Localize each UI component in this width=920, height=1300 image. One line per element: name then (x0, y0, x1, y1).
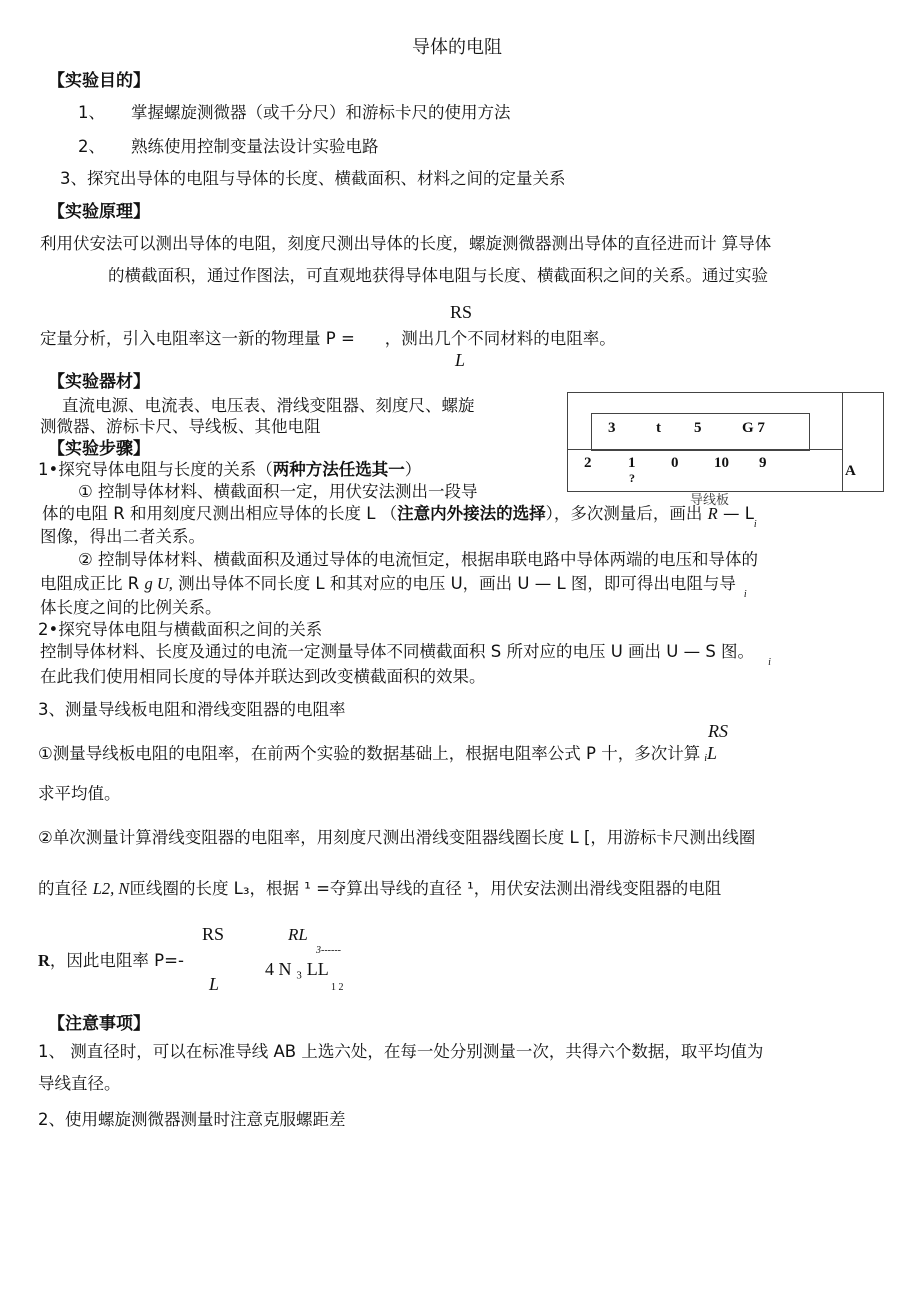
principle-line-3: 定量分析，引入电阻率这一新的物理量 P = ，测出几个不同材料的电阻率。 (40, 329, 616, 348)
principle-line-1: 利用伏安法可以测出导体的电阻，刻度尺测出导体的长度，螺旋测微器测出导体的直径进而计 算导体 (40, 234, 772, 253)
principle-heading: 【实验原理】 (48, 202, 150, 222)
diagram-label: 3 (608, 420, 616, 436)
diagram-label: A (845, 463, 856, 479)
principle-frac-den: L (455, 350, 466, 370)
equipment-line-1: 直流电源、电流表、电压表、滑线变阻器、刻度尺、螺旋 (62, 396, 475, 415)
step-1-method-1-cont: 体的电阻 R 和用刻度尺测出相应导体的长度 L （注意内外接法的选择），多次测量后，画出 R — $L_i$ (42, 504, 757, 530)
equipment-line-2: 测微器、游标卡尺、导线板、其他电阻 (40, 417, 321, 436)
step-1-method-1-end: 图像，得出二者关系。 (40, 527, 205, 546)
steps-heading: 【实验步骤】 (48, 439, 150, 459)
diagram-label: 10 (714, 455, 729, 471)
formula-l: L (209, 974, 220, 994)
purpose-item-1 (78, 103, 511, 123)
doc-title: 导体的电阻 (412, 37, 502, 58)
step-1-method-2: ② 控制导体材料、横截面积及通过导体的电流恒定，根据串联电路中导体两端的电压和导体的 (78, 550, 759, 569)
purpose-item-text: 掌握螺旋测微器（或千分尺）和游标卡尺的使用方法 (131, 103, 511, 122)
step-1-method-2-end: 体长度之间的比例关系。 (40, 598, 222, 617)
formula-denominator: 4 N ₃ LL (265, 959, 329, 979)
diagram-label: 0 (671, 455, 679, 471)
purpose-item-3 (60, 169, 566, 189)
step-2-text-2: 在此我们使用相同长度的导体并联达到改变横截面积的效果。 (40, 667, 486, 686)
formula-sub: 1 2 (331, 982, 344, 993)
note-2: 2、使用螺旋测微器测量时注意克服螺距差 (38, 1110, 346, 1129)
purpose-item-2 (78, 137, 379, 157)
step-2-title: 2•探究导体电阻与横截面积之间的关系 (38, 620, 323, 639)
purpose-item-text: 探究出导体的电阻与导体的长度、横截面积、材料之间的定量关系 (87, 169, 566, 188)
formula-rl: RL (288, 925, 308, 944)
step-1-method-1: ① 控制导体材料、横截面积一定，用伏安法测出一段导 (78, 482, 478, 501)
notes-heading: 【注意事项】 (48, 1014, 150, 1034)
diagram-label: t (656, 420, 661, 436)
step-3-item-1-end: 求平均值。 (38, 784, 121, 803)
step-1-title: 1•探究导体电阻与长度的关系（两种方法任选其一） (38, 460, 422, 479)
principle-frac-num: RS (450, 302, 473, 322)
formula-line: R，因此电阻率 P=- (38, 951, 184, 970)
diagram-label: G 7 (742, 420, 765, 436)
diagram-label: 1 (628, 455, 636, 471)
step-3-frac-num: RS (708, 721, 728, 741)
divider (842, 393, 843, 491)
principle-line-2: 的横截面积，通过作图法，可直观地获得导体电阻与长度、横截面积之间的关系。通过实验 (108, 266, 768, 285)
diagram-label: 2 (584, 455, 592, 471)
divider (568, 449, 842, 450)
step-3-item-1: ①测量导线板电阻的电阻率，在前两个实验的数据基础上，根据电阻率公式 P 十，多次计算 iL (38, 743, 718, 764)
note-1: 1、 测直径时，可以在标准导线 AB 上选六处，在每一处分别测量一次，共得六个数据，取平均值为 (38, 1042, 764, 1061)
diagram-label: ? (629, 471, 635, 485)
purpose-item-num: 1、 (78, 103, 105, 122)
formula-sup: 3------ (316, 945, 341, 956)
note-1-end: 导线直径。 (38, 1074, 121, 1093)
purpose-item-num: 3、 (60, 169, 87, 188)
diagram-label: 9 (759, 455, 767, 471)
diagram-caption: 导线板 (690, 493, 730, 508)
step-3-item-2-cont: 的直径 L2, N匝线圈的长度 L₃，根据 ¹ =夺算出导线的直径 ¹，用伏安法测出滑线变阻器的电阻 (38, 879, 722, 898)
step-3-item-2: ②单次测量计算滑线变阻器的电阻率，用刻度尺测出滑线变阻器线圈长度 L [，用游标卡尺测出线圈 (38, 828, 756, 847)
equipment-heading: 【实验器材】 (48, 372, 150, 392)
purpose-item-text: 熟练使用控制变量法设计实验电路 (131, 137, 379, 156)
purpose-item-num: 2、 (78, 137, 105, 156)
step-3-title: 3、测量导线板电阻和滑线变阻器的电阻率 (38, 700, 346, 719)
purpose-heading: 【实验目的】 (48, 71, 150, 91)
diagram-label: 5 (694, 420, 702, 436)
wire-board-diagram (567, 392, 884, 492)
step-1-method-2-cont: 电阻成正比 R g U, 测出导体不同长度 L 和其对应的电压 U，画出 U — L 图，即可得出电阻与导$_i$ (40, 574, 747, 600)
formula-rs: RS (202, 924, 225, 944)
step-2-text: 控制导体材料、长度及通过的电流一定测量导体不同横截面积 S 所对应的电压 U 画出 U — S 图。$_i$ (40, 642, 771, 668)
